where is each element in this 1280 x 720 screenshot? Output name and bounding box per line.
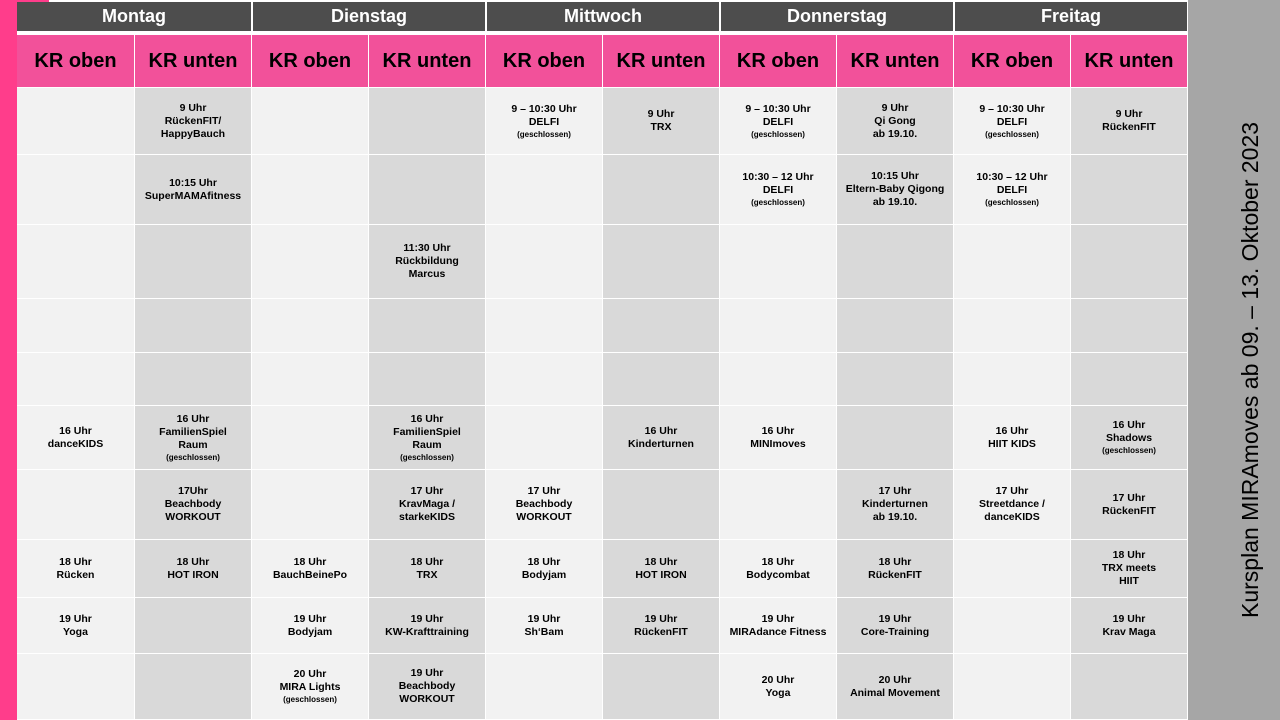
class-note: (geschlossen) bbox=[400, 452, 454, 462]
empty-cell bbox=[954, 540, 1071, 598]
class-name: Yoga bbox=[765, 686, 791, 699]
side-title-text: Kursplan MIRAmoves ab 09. – 13. Oktober 2023 bbox=[1237, 121, 1263, 618]
class-time: 19 Uhr bbox=[1112, 612, 1146, 625]
empty-cell bbox=[603, 353, 720, 406]
empty-cell bbox=[252, 353, 369, 406]
class-time: 10:30 – 12 Uhr bbox=[976, 171, 1048, 183]
empty-cell bbox=[135, 654, 252, 720]
day-header-freitag: Freitag bbox=[955, 2, 1187, 31]
class-name: Beachbody bbox=[164, 498, 222, 510]
class-cell bbox=[954, 88, 1071, 155]
empty-cell bbox=[1071, 654, 1188, 720]
class-note: (geschlossen) bbox=[985, 198, 1039, 207]
class-name: Krav Maga bbox=[1102, 625, 1156, 638]
class-cell bbox=[17, 406, 135, 470]
empty-cell bbox=[252, 88, 369, 155]
class-time: 9 – 10:30 Uhr bbox=[511, 102, 577, 115]
class-name: Beachbody bbox=[398, 680, 456, 692]
class-name: DELFI bbox=[528, 115, 560, 128]
empty-cell bbox=[837, 406, 954, 470]
class-time: 16 Uhr bbox=[410, 412, 444, 425]
empty-cell bbox=[252, 406, 369, 470]
empty-cell bbox=[954, 299, 1071, 353]
class-cell bbox=[837, 88, 954, 155]
class-time: 19 Uhr bbox=[761, 612, 795, 625]
class-name: BauchBeinePo bbox=[272, 568, 348, 581]
empty-cell bbox=[252, 225, 369, 299]
class-cell bbox=[603, 540, 720, 598]
class-name: HOT IRON bbox=[167, 568, 219, 581]
class-cell bbox=[1071, 470, 1188, 540]
class-time: 16 Uhr bbox=[644, 424, 678, 437]
class-name: HIIT KIDS bbox=[988, 437, 1036, 450]
class-name: Qi Gong bbox=[874, 114, 916, 127]
class-cell bbox=[1071, 540, 1188, 598]
class-name: SuperMAMAfitness bbox=[144, 189, 242, 202]
class-cell bbox=[135, 406, 252, 470]
class-name: Raum bbox=[178, 438, 208, 451]
class-cell bbox=[1071, 406, 1188, 470]
class-name: Beachbody bbox=[515, 498, 573, 510]
empty-cell bbox=[369, 353, 486, 406]
class-name: Bodyjam bbox=[521, 568, 567, 581]
class-name: Kinderturnen bbox=[862, 498, 928, 510]
class-name: danceKIDS bbox=[47, 437, 104, 450]
day-header-dienstag: Dienstag bbox=[253, 2, 485, 31]
empty-cell bbox=[486, 155, 603, 225]
class-name: HappyBauch bbox=[160, 127, 226, 140]
empty-cell bbox=[837, 299, 954, 353]
class-name: ab 19.10. bbox=[872, 196, 918, 208]
class-cell bbox=[252, 540, 369, 598]
class-name: ab 19.10. bbox=[872, 127, 918, 140]
class-name: Marcus bbox=[408, 268, 446, 280]
class-cell bbox=[486, 540, 603, 598]
class-time: 18 Uhr bbox=[59, 555, 92, 568]
class-cell bbox=[369, 225, 486, 299]
class-time: 19 Uhr bbox=[293, 612, 327, 625]
class-time: 16 Uhr bbox=[176, 412, 210, 425]
day-header-donnerstag: Donnerstag bbox=[721, 2, 953, 31]
class-name: MINImoves bbox=[750, 437, 806, 450]
empty-cell bbox=[17, 654, 135, 720]
empty-cell bbox=[369, 299, 486, 353]
class-time: 19 Uhr bbox=[644, 612, 678, 625]
class-cell bbox=[720, 155, 837, 225]
class-name: WORKOUT bbox=[399, 693, 455, 705]
class-time: 18 Uhr bbox=[176, 555, 210, 568]
class-cell bbox=[135, 470, 252, 540]
empty-cell bbox=[1071, 225, 1188, 299]
class-cell bbox=[17, 540, 135, 598]
class-time: 9 Uhr bbox=[179, 101, 207, 114]
class-time: 19 Uhr bbox=[527, 612, 561, 625]
class-name: WORKOUT bbox=[516, 511, 572, 523]
class-cell bbox=[369, 406, 486, 470]
class-time: 18 Uhr bbox=[1112, 549, 1146, 561]
empty-cell bbox=[17, 225, 135, 299]
class-time: 9 Uhr bbox=[647, 108, 675, 120]
class-cell bbox=[720, 406, 837, 470]
class-time: 16 Uhr bbox=[59, 424, 92, 437]
class-time: 10:30 – 12 Uhr bbox=[742, 171, 814, 183]
class-name: Animal Movement bbox=[850, 686, 940, 699]
class-cell bbox=[837, 470, 954, 540]
class-cell bbox=[720, 598, 837, 654]
class-name: MIRA Lights bbox=[279, 681, 341, 693]
class-cell bbox=[369, 470, 486, 540]
class-name: starkeKIDS bbox=[398, 511, 456, 523]
room-header: KR oben bbox=[720, 35, 837, 87]
empty-cell bbox=[252, 470, 369, 540]
room-header: KR oben bbox=[17, 35, 135, 87]
class-cell bbox=[369, 540, 486, 598]
class-time: 20 Uhr bbox=[293, 668, 327, 680]
class-time: 17 Uhr bbox=[410, 485, 444, 497]
room-header: KR oben bbox=[954, 35, 1071, 87]
class-name: KW-Krafttraining bbox=[385, 625, 469, 638]
class-cell bbox=[369, 654, 486, 720]
empty-cell bbox=[720, 470, 837, 540]
class-cell bbox=[486, 470, 603, 540]
class-name: TRX meets bbox=[1101, 562, 1157, 574]
class-name: FamilienSpiel bbox=[159, 425, 227, 438]
class-name: Rückbildung bbox=[395, 255, 459, 267]
class-time: 16 Uhr bbox=[761, 424, 795, 437]
class-name: FamilienSpiel bbox=[393, 425, 461, 438]
empty-cell bbox=[603, 155, 720, 225]
room-header: KR unten bbox=[1071, 35, 1188, 87]
class-note: (geschlossen) bbox=[283, 695, 337, 704]
class-time: 18 Uhr bbox=[410, 555, 444, 568]
empty-cell bbox=[135, 598, 252, 654]
class-name: MIRAdance Fitness bbox=[729, 625, 827, 638]
class-time: 17 Uhr bbox=[527, 485, 561, 497]
class-name: TRX bbox=[650, 121, 672, 133]
class-cell bbox=[837, 654, 954, 720]
class-cell bbox=[720, 540, 837, 598]
empty-cell bbox=[837, 225, 954, 299]
empty-cell bbox=[486, 406, 603, 470]
empty-cell bbox=[17, 155, 135, 225]
class-name: danceKIDS bbox=[984, 511, 1040, 523]
class-cell bbox=[603, 406, 720, 470]
empty-cell bbox=[486, 353, 603, 406]
empty-cell bbox=[135, 299, 252, 353]
class-time: 20 Uhr bbox=[878, 673, 912, 686]
class-time: 17 Uhr bbox=[878, 485, 912, 497]
class-cell bbox=[837, 155, 954, 225]
class-note: (geschlossen) bbox=[751, 198, 805, 207]
room-header: KR unten bbox=[369, 35, 486, 87]
room-header: KR unten bbox=[603, 35, 720, 87]
class-cell bbox=[252, 654, 369, 720]
empty-cell bbox=[17, 353, 135, 406]
empty-cell bbox=[252, 299, 369, 353]
empty-cell bbox=[720, 353, 837, 406]
class-name: Bodycombat bbox=[746, 568, 810, 581]
class-cell bbox=[135, 540, 252, 598]
empty-cell bbox=[954, 353, 1071, 406]
class-time: 19 Uhr bbox=[59, 612, 92, 625]
class-time: 18 Uhr bbox=[293, 555, 327, 568]
class-note: (geschlossen) bbox=[751, 129, 805, 139]
class-cell bbox=[135, 88, 252, 155]
class-time: 18 Uhr bbox=[761, 555, 795, 568]
class-name: WORKOUT bbox=[165, 511, 221, 523]
class-cell bbox=[603, 88, 720, 155]
class-time: 11:30 Uhr bbox=[403, 242, 451, 254]
room-header: KR unten bbox=[837, 35, 954, 87]
empty-cell bbox=[369, 88, 486, 155]
empty-cell bbox=[486, 299, 603, 353]
class-time: 9 Uhr bbox=[1115, 108, 1143, 120]
empty-cell bbox=[135, 353, 252, 406]
class-cell bbox=[486, 598, 603, 654]
class-cell bbox=[720, 88, 837, 155]
class-note: (geschlossen) bbox=[1102, 446, 1156, 455]
empty-cell bbox=[603, 299, 720, 353]
class-name: HIIT bbox=[1119, 575, 1139, 587]
class-name: Shadows bbox=[1105, 432, 1153, 444]
class-time: 17Uhr bbox=[178, 485, 208, 497]
class-time: 10:15 Uhr bbox=[871, 170, 919, 182]
empty-cell bbox=[17, 299, 135, 353]
empty-cell bbox=[954, 225, 1071, 299]
class-cell bbox=[720, 654, 837, 720]
class-time: 19 Uhr bbox=[410, 667, 444, 679]
class-name: Core-Training bbox=[860, 625, 930, 638]
class-note: (geschlossen) bbox=[985, 129, 1039, 139]
class-name: Kinderturnen bbox=[628, 437, 694, 450]
empty-cell bbox=[720, 225, 837, 299]
class-name: Rücken bbox=[56, 568, 95, 581]
class-cell bbox=[603, 598, 720, 654]
class-name: DELFI bbox=[762, 115, 794, 128]
class-name: KravMaga / bbox=[398, 498, 456, 510]
room-header: KR oben bbox=[486, 35, 603, 87]
day-header-montag: Montag bbox=[17, 2, 251, 31]
class-time: 18 Uhr bbox=[878, 555, 912, 568]
empty-cell bbox=[837, 353, 954, 406]
class-name: DELFI bbox=[762, 184, 794, 196]
empty-cell bbox=[1071, 353, 1188, 406]
class-time: 16 Uhr bbox=[995, 424, 1029, 437]
class-name: HOT IRON bbox=[635, 568, 687, 581]
class-time: 19 Uhr bbox=[878, 612, 912, 625]
class-name: RückenFIT bbox=[868, 568, 922, 581]
empty-cell bbox=[954, 654, 1071, 720]
room-header: KR oben bbox=[252, 35, 369, 87]
class-time: 9 – 10:30 Uhr bbox=[745, 102, 811, 115]
class-name: RückenFIT bbox=[634, 625, 688, 638]
class-cell bbox=[837, 598, 954, 654]
class-cell bbox=[17, 598, 135, 654]
class-time: 18 Uhr bbox=[644, 555, 678, 568]
empty-cell bbox=[486, 654, 603, 720]
class-cell bbox=[954, 406, 1071, 470]
class-name: Sh‘Bam bbox=[524, 625, 564, 638]
empty-cell bbox=[603, 654, 720, 720]
class-name: RückenFIT bbox=[1102, 121, 1156, 133]
class-name: Streetdance / bbox=[979, 498, 1045, 510]
class-name: RückenFIT/ bbox=[164, 114, 222, 127]
empty-cell bbox=[1071, 155, 1188, 225]
class-cell bbox=[837, 540, 954, 598]
class-note: (geschlossen) bbox=[517, 129, 571, 139]
class-time: 9 – 10:30 Uhr bbox=[979, 102, 1045, 115]
class-time: 19 Uhr bbox=[410, 612, 444, 625]
left-accent-bar bbox=[0, 0, 17, 720]
class-time: 20 Uhr bbox=[761, 673, 795, 686]
class-time: 9 Uhr bbox=[881, 101, 909, 114]
empty-cell bbox=[603, 225, 720, 299]
class-name: Yoga bbox=[63, 625, 88, 638]
class-cell bbox=[369, 598, 486, 654]
empty-cell bbox=[369, 155, 486, 225]
class-cell bbox=[954, 155, 1071, 225]
class-time: 17 Uhr bbox=[1112, 491, 1146, 504]
empty-cell bbox=[1071, 299, 1188, 353]
empty-cell bbox=[252, 155, 369, 225]
empty-cell bbox=[17, 470, 135, 540]
class-cell bbox=[1071, 598, 1188, 654]
empty-cell bbox=[603, 470, 720, 540]
empty-cell bbox=[486, 225, 603, 299]
class-time: 18 Uhr bbox=[527, 555, 561, 568]
room-header: KR unten bbox=[135, 35, 252, 87]
class-name: Raum bbox=[412, 438, 442, 451]
class-name: Eltern-Baby Qigong bbox=[845, 183, 945, 195]
class-name: TRX bbox=[416, 568, 438, 581]
day-header-mittwoch: Mittwoch bbox=[487, 2, 719, 31]
class-time: 16 Uhr bbox=[1112, 419, 1146, 431]
class-name: RückenFIT bbox=[1102, 504, 1156, 517]
class-cell bbox=[486, 88, 603, 155]
class-name: DELFI bbox=[996, 184, 1028, 196]
class-cell bbox=[1071, 88, 1188, 155]
class-cell bbox=[954, 470, 1071, 540]
class-name: Bodyjam bbox=[287, 625, 333, 638]
empty-cell bbox=[17, 88, 135, 155]
class-name: DELFI bbox=[996, 115, 1028, 128]
empty-cell bbox=[720, 299, 837, 353]
empty-cell bbox=[954, 598, 1071, 654]
class-note: (geschlossen) bbox=[166, 452, 220, 462]
class-time: 10:15 Uhr bbox=[169, 176, 217, 189]
class-cell bbox=[252, 598, 369, 654]
class-cell bbox=[135, 155, 252, 225]
empty-cell bbox=[135, 225, 252, 299]
class-name: ab 19.10. bbox=[872, 511, 918, 523]
class-time: 17 Uhr bbox=[995, 485, 1029, 497]
